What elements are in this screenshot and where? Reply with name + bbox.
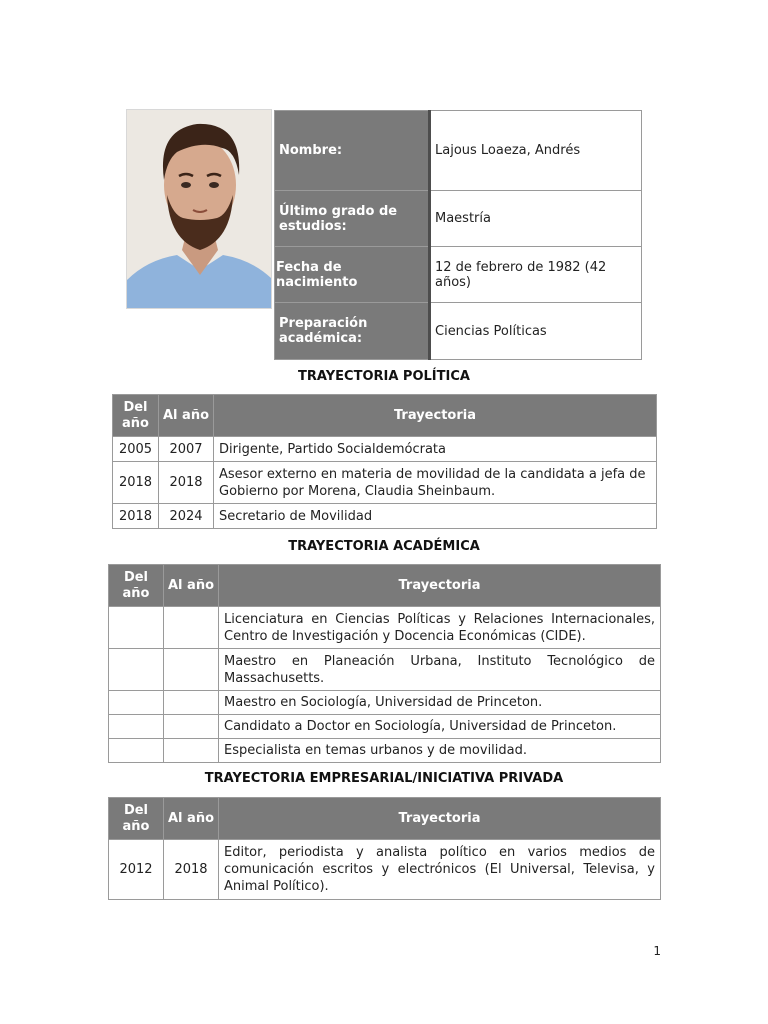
table-row [109,649,661,691]
page-number: 1 [653,944,661,958]
row-from [109,649,164,691]
academica-table [108,564,661,763]
row-from: 2018 [113,462,159,504]
row-from [109,739,164,763]
table-row [109,607,661,649]
row-from [109,607,164,649]
header-from: Del año [109,565,164,607]
row-to: 2007 [159,437,214,462]
row-from: 2018 [113,504,159,529]
row-to: 2024 [159,504,214,529]
row-desc: Maestro en Planeación Urbana, Instituto Tecnológico de Massachusetts. [219,649,661,691]
row-desc: Licenciatura en Ciencias Políticas y Relaciones Internacionales, Centro de Investigación y Docencia Económicas (CIDE). [219,607,661,649]
table-row [109,840,661,900]
birth-label: Fecha de nacimiento [275,247,430,303]
table-row [109,715,661,739]
portrait-illustration [127,110,272,309]
politica-table [112,394,657,529]
header-trayectoria: Trayectoria [219,798,661,840]
header-from: Del año [109,798,164,840]
row-to [164,649,219,691]
header-trayectoria: Trayectoria [214,395,657,437]
politica-title: TRAYECTORIA POLÍTICA [298,369,470,384]
name-label: Nombre: [275,111,430,191]
row-to [164,715,219,739]
row-to: 2018 [164,840,219,900]
row-to [164,607,219,649]
row-to [164,739,219,763]
empresarial-table [108,797,661,900]
row-from: 2005 [113,437,159,462]
row-desc: Secretario de Movilidad [214,504,657,529]
preparation-label: Preparación académica: [275,303,430,360]
row-from: 2012 [109,840,164,900]
header-trayectoria: Trayectoria [219,565,661,607]
row-desc: Especialista en temas urbanos y de movilidad. [219,739,661,763]
row-desc: Dirigente, Partido Socialdemócrata [214,437,657,462]
table-row [113,462,657,504]
preparation-value: Ciencias Políticas [430,303,642,360]
header-to: Al año [164,798,219,840]
header-to: Al año [159,395,214,437]
row-to: 2018 [159,462,214,504]
table-row [109,691,661,715]
row-desc: Maestro en Sociología, Universidad de Princeton. [219,691,661,715]
row-desc: Candidato a Doctor en Sociología, Universidad de Princeton. [219,715,661,739]
table-row [113,504,657,529]
birth-value: 12 de febrero de 1982 (42 años) [430,247,642,303]
degree-value: Maestría [430,191,642,247]
row-desc: Editor, periodista y analista político en varios medios de comunicación escritos y electrónicos (El Universal, Televisa, y Animal Político). [219,840,661,900]
profile-table [274,110,642,360]
row-from [109,691,164,715]
table-row [113,437,657,462]
empresarial-title: TRAYECTORIA EMPRESARIAL/INICIATIVA PRIVADA [204,771,564,786]
profile-photo [126,109,272,309]
degree-label: Último grado de estudios: [275,191,430,247]
row-desc: Asesor externo en materia de movilidad de la candidata a jefa de Gobierno por Morena, Claudia Sheinbaum. [214,462,657,504]
header-from: Del año [113,395,159,437]
header-to: Al año [164,565,219,607]
row-from [109,715,164,739]
table-row [109,739,661,763]
name-value: Lajous Loaeza, Andrés [430,111,642,191]
row-to [164,691,219,715]
academica-title: TRAYECTORIA ACADÉMICA [288,539,480,554]
